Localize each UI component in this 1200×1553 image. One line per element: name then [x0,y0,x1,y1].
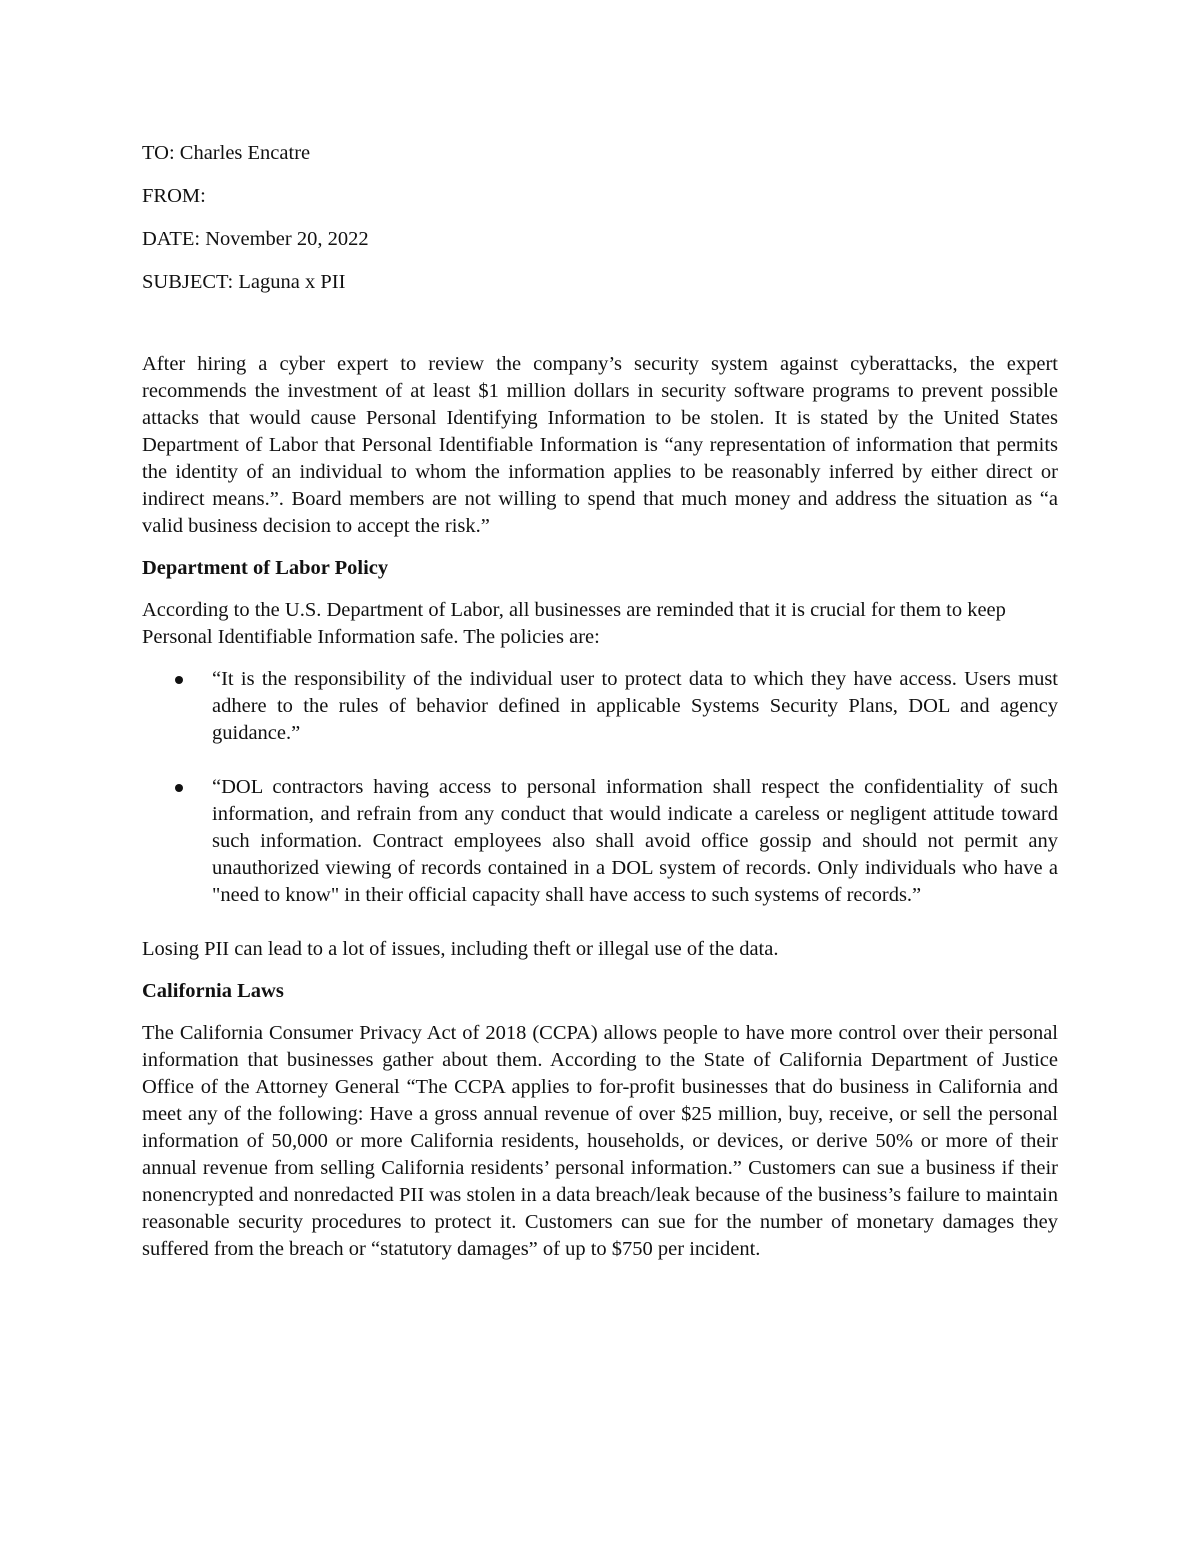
dol-policy-list [142,666,1058,909]
dol-intro-paragraph: According to the U.S. Department of Labor, all businesses are reminded that it is crucial for them to keep Personal Identifiable Information safe. The policies are: [142,599,1006,648]
memo-to-line: TO: Charles Encatre [142,142,311,164]
memo-date-line: DATE: November 20, 2022 [142,228,369,250]
memo-subject-line: SUBJECT: Laguna x PII [142,271,346,293]
california-laws-heading: California Laws [142,980,284,1002]
bullet-icon [175,676,183,684]
intro-paragraph: After hiring a cyber expert to review the company’s security system against cyberattacks, the expert recommends the investment of at least $1 million dollars in security software programs to prevent possible attacks that would cause Personal Identifying Information to be stolen. It is stated by the United States Department of Labor that Personal Identifiable Information is “any representation of information that permits the identity of an individual to whom the information applies to be reasonably inferred by either direct or indirect means.”. Board members are not willing to spend that much money and address the situation as “a valid business decision to accept the risk.” [142,353,1058,537]
bullet-icon [175,784,183,792]
policy-list-item [142,666,1058,747]
policy-list-item [142,774,1058,909]
policy-item-text: “DOL contractors having access to personal information shall respect the confidentiality of such information, and refrain from any conduct that would indicate a careless or negligent attitude toward such information. Contract employees also shall avoid office gossip and should not permit any unauthorized viewing of records contained in a DOL system of records. Only individuals who have a "need to know" in their official capacity shall have access to such systems of records.” [212,776,1058,906]
document-page [142,140,1058,1278]
dol-closing-paragraph: Losing PII can lead to a lot of issues, including theft or illegal use of the data. [142,938,779,960]
policy-item-text: “It is the responsibility of the individual user to protect data to which they have access. Users must adhere to the rules of behavior defined in applicable Systems Security Plans, DOL and agency guidance.” [212,668,1058,744]
memo-from-line: FROM: [142,185,206,207]
dol-policy-heading: Department of Labor Policy [142,557,389,579]
california-body-paragraph: The California Consumer Privacy Act of 2018 (CCPA) allows people to have more control over their personal information that businesses gather about them. According to the State of California Department of Justice Office of the Attorney General “The CCPA applies to for-profit businesses that do business in California and meet any of the following: Have a gross annual revenue of over $25 million, buy, receive, or sell the personal information of 50,000 or more California residents, households, or devices, or derive 50% or more of their annual revenue from selling California residents’ personal information.” Customers can sue a business if their nonencrypted and nonredacted PII was stolen in a data breach/leak because of the business’s failure to maintain reasonable security procedures to protect it. Customers can sue for the number of monetary damages they suffered from the breach or “statutory damages” of up to $750 per incident. [142,1022,1058,1260]
memo-header [142,140,1058,296]
